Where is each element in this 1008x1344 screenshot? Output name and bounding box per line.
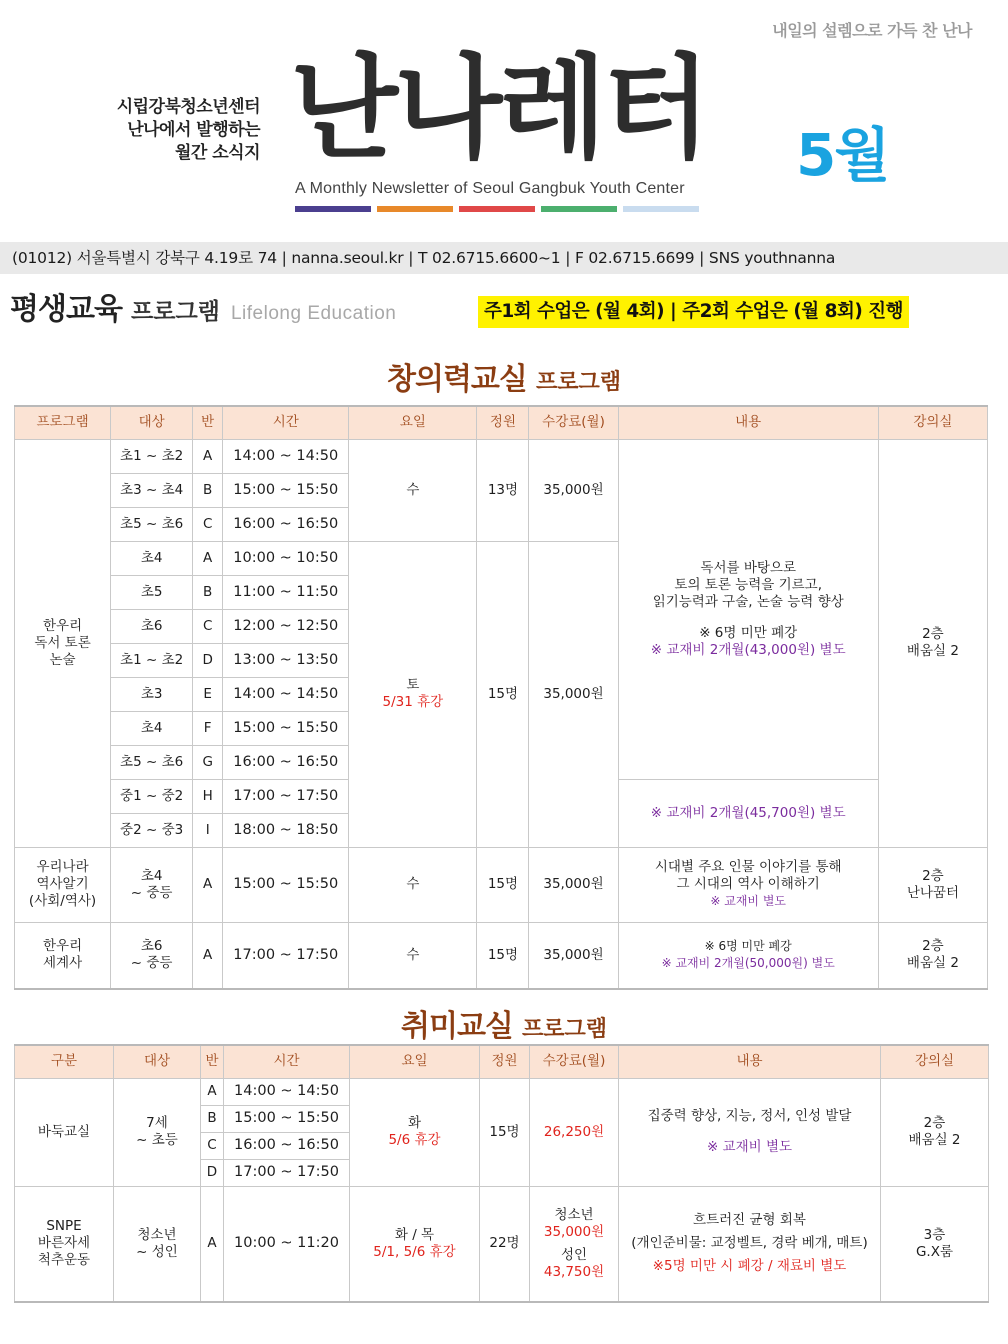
program-name: 우리나라 역사알기 (사회/역사) <box>15 847 111 922</box>
time-cell: 10:00 ~ 11:20 <box>224 1186 350 1302</box>
class-cell: E <box>193 677 223 711</box>
time-cell: 15:00 ~ 15:50 <box>224 1105 350 1132</box>
table-row <box>15 1186 989 1302</box>
col-header: 내용 <box>619 1045 881 1078</box>
day-cell: 화 / 목 5/1, 5/6 휴강 <box>350 1186 480 1302</box>
day-cell: 수 <box>349 847 477 922</box>
target-cell: 초3 ~ 초4 <box>111 473 193 507</box>
col-header: 요일 <box>350 1045 480 1078</box>
target-cell: 초1 ~ 초2 <box>111 439 193 473</box>
capacity-cell: 15명 <box>477 541 529 847</box>
capacity-cell: 15명 <box>480 1078 530 1186</box>
class-cell: C <box>201 1132 224 1159</box>
col-header: 대상 <box>111 406 193 439</box>
content-cell: ※ 6명 미만 폐강 ※ 교재비 2개월(50,000원) 별도 <box>618 922 878 989</box>
program-name: 한우리 독서 토론 논술 <box>15 439 111 847</box>
col-header: 구분 <box>15 1045 114 1078</box>
time-cell: 14:00 ~ 14:50 <box>224 1078 350 1105</box>
col-header: 수강료(월) <box>529 406 618 439</box>
time-cell: 12:00 ~ 12:50 <box>223 609 349 643</box>
color-bar <box>377 206 453 212</box>
col-header: 반 <box>201 1045 224 1078</box>
room-cell: 2층 난나꿈터 <box>878 847 987 922</box>
class-cell: A <box>193 439 223 473</box>
target-cell: 초4 ~ 중등 <box>111 847 193 922</box>
time-cell: 17:00 ~ 17:50 <box>223 922 349 989</box>
day-cell: 수 <box>349 922 477 989</box>
masthead-subtitle: A Monthly Newsletter of Seoul Gangbuk Youth Center <box>295 180 685 197</box>
tagline: 내일의 설렘으로 가득 찬 난나 <box>772 21 972 40</box>
time-cell: 11:00 ~ 11:50 <box>223 575 349 609</box>
hobby-title: 취미교실 프로그램 <box>400 1009 608 1044</box>
section-english: Lifelong Education <box>230 303 397 324</box>
creativity-table <box>14 405 988 990</box>
col-header: 내용 <box>618 406 878 439</box>
target-cell: 초5 ~ 초6 <box>111 745 193 779</box>
issue-month: 5월 <box>796 121 889 189</box>
class-cell: A <box>201 1078 224 1105</box>
section-heading <box>10 284 396 328</box>
content-cell: 집중력 향상, 지능, 정서, 인성 발달 ※ 교재비 별도 <box>619 1078 881 1186</box>
content-cell: 흐트러진 균형 회복 (개인준비물: 교정벨트, 경락 베개, 매트) ※5명 미만 시 폐강 / 재료비 별도 <box>619 1186 881 1302</box>
fee-cell: 35,000원 <box>529 922 618 989</box>
col-header: 정원 <box>480 1045 530 1078</box>
hobby-table <box>14 1044 989 1303</box>
target-cell: 초6 ~ 중등 <box>111 922 193 989</box>
table-row <box>15 922 988 989</box>
table-header-row <box>15 406 988 439</box>
room-cell: 2층 배움실 2 <box>878 439 987 847</box>
room-cell: 3층 G.X룸 <box>881 1186 989 1302</box>
col-header: 프로그램 <box>15 406 111 439</box>
class-cell: G <box>193 745 223 779</box>
class-cell: A <box>193 541 223 575</box>
masthead-title: 난나레터 <box>290 44 707 174</box>
room-cell: 2층 배움실 2 <box>878 922 987 989</box>
target-cell: 초3 <box>111 677 193 711</box>
room-cell: 2층 배움실 2 <box>881 1078 989 1186</box>
table-row <box>15 1078 989 1105</box>
class-cell: A <box>201 1186 224 1302</box>
class-cell: A <box>193 922 223 989</box>
class-cell: B <box>193 575 223 609</box>
target-cell: 초4 <box>111 541 193 575</box>
capacity-cell: 15명 <box>477 847 529 922</box>
fee-cell: 35,000원 <box>529 541 618 847</box>
program-name: 바둑교실 <box>15 1078 114 1186</box>
col-header: 대상 <box>114 1045 201 1078</box>
col-header: 강의실 <box>878 406 987 439</box>
class-cell: B <box>201 1105 224 1132</box>
class-cell: C <box>193 507 223 541</box>
time-cell: 18:00 ~ 18:50 <box>223 813 349 847</box>
time-cell: 15:00 ~ 15:50 <box>223 473 349 507</box>
time-cell: 17:00 ~ 17:50 <box>224 1159 350 1186</box>
col-header: 반 <box>193 406 223 439</box>
content-cell: ※ 교재비 2개월(45,700원) 별도 <box>618 779 878 847</box>
class-cell: D <box>193 643 223 677</box>
newsletter-intro: 시립강북청소년센터 난나에서 발행하는 월간 소식지 <box>116 97 260 163</box>
content-cell: 독서를 바탕으로 토의 토론 능력을 기르고, 읽기능력과 구술, 논술 능력 향상 ※ 6명 미만 폐강 ※ 교재비 2개월(43,000원) 별도 <box>618 439 878 779</box>
schedule-notice: 주1회 수업은 (월 4회) | 주2회 수업은 (월 8회) 진행 <box>478 296 909 328</box>
target-cell: 초5 <box>111 575 193 609</box>
capacity-cell: 13명 <box>477 439 529 541</box>
class-cell: A <box>193 847 223 922</box>
contact-info-bar: (01012) 서울특별시 강북구 4.19로 74 | nanna.seoul.kr | T 02.6715.6600~1 | F 02.6715.6699 | SNS youthnanna <box>0 242 1008 274</box>
time-cell: 16:00 ~ 16:50 <box>223 745 349 779</box>
fee-cell: 35,000원 <box>529 439 618 541</box>
color-bars <box>295 206 699 212</box>
class-cell: C <box>193 609 223 643</box>
time-cell: 10:00 ~ 10:50 <box>223 541 349 575</box>
time-cell: 16:00 ~ 16:50 <box>223 507 349 541</box>
time-cell: 15:00 ~ 15:50 <box>223 847 349 922</box>
col-header: 시간 <box>224 1045 350 1078</box>
target-cell: 초1 ~ 초2 <box>111 643 193 677</box>
capacity-cell: 15명 <box>477 922 529 989</box>
section-title: 평생교육 <box>10 292 122 327</box>
day-cell: 화 5/6 휴강 <box>350 1078 480 1186</box>
section-program-label: 프로그램 <box>131 299 220 325</box>
class-cell: D <box>201 1159 224 1186</box>
time-cell: 15:00 ~ 15:50 <box>223 711 349 745</box>
table-row <box>15 847 988 922</box>
fee-cell: 35,000원 <box>529 847 618 922</box>
col-header: 시간 <box>223 406 349 439</box>
color-bar <box>295 206 371 212</box>
table-row <box>15 439 988 473</box>
target-cell: 7세 ~ 초등 <box>114 1078 201 1186</box>
color-bar <box>459 206 535 212</box>
target-cell: 초4 <box>111 711 193 745</box>
time-cell: 14:00 ~ 14:50 <box>223 677 349 711</box>
target-cell: 중2 ~ 중3 <box>111 813 193 847</box>
color-bar <box>623 206 699 212</box>
table-header-row <box>15 1045 989 1078</box>
content-cell: 시대별 주요 인물 이야기를 통해 그 시대의 역사 이해하기 ※ 교재비 별도 <box>618 847 878 922</box>
class-cell: I <box>193 813 223 847</box>
fee-cell: 청소년 35,000원 성인 43,750원 <box>530 1186 619 1302</box>
time-cell: 17:00 ~ 17:50 <box>223 779 349 813</box>
target-cell: 청소년 ~ 성인 <box>114 1186 201 1302</box>
target-cell: 초5 ~ 초6 <box>111 507 193 541</box>
class-cell: B <box>193 473 223 507</box>
fee-cell: 26,250원 <box>530 1078 619 1186</box>
col-header: 요일 <box>349 406 477 439</box>
time-cell: 16:00 ~ 16:50 <box>224 1132 350 1159</box>
day-cell: 수 <box>349 439 477 541</box>
color-bar <box>541 206 617 212</box>
time-cell: 14:00 ~ 14:50 <box>223 439 349 473</box>
day-cell: 토 5/31 휴강 <box>349 541 477 847</box>
target-cell: 중1 ~ 중2 <box>111 779 193 813</box>
time-cell: 13:00 ~ 13:50 <box>223 643 349 677</box>
program-name: 한우리 세계사 <box>15 922 111 989</box>
col-header: 수강료(월) <box>530 1045 619 1078</box>
class-cell: H <box>193 779 223 813</box>
capacity-cell: 22명 <box>480 1186 530 1302</box>
col-header: 정원 <box>477 406 529 439</box>
program-name: SNPE 바른자세 척추운동 <box>15 1186 114 1302</box>
col-header: 강의실 <box>881 1045 989 1078</box>
target-cell: 초6 <box>111 609 193 643</box>
creativity-title: 창의력교실 프로그램 <box>386 362 621 397</box>
class-cell: F <box>193 711 223 745</box>
